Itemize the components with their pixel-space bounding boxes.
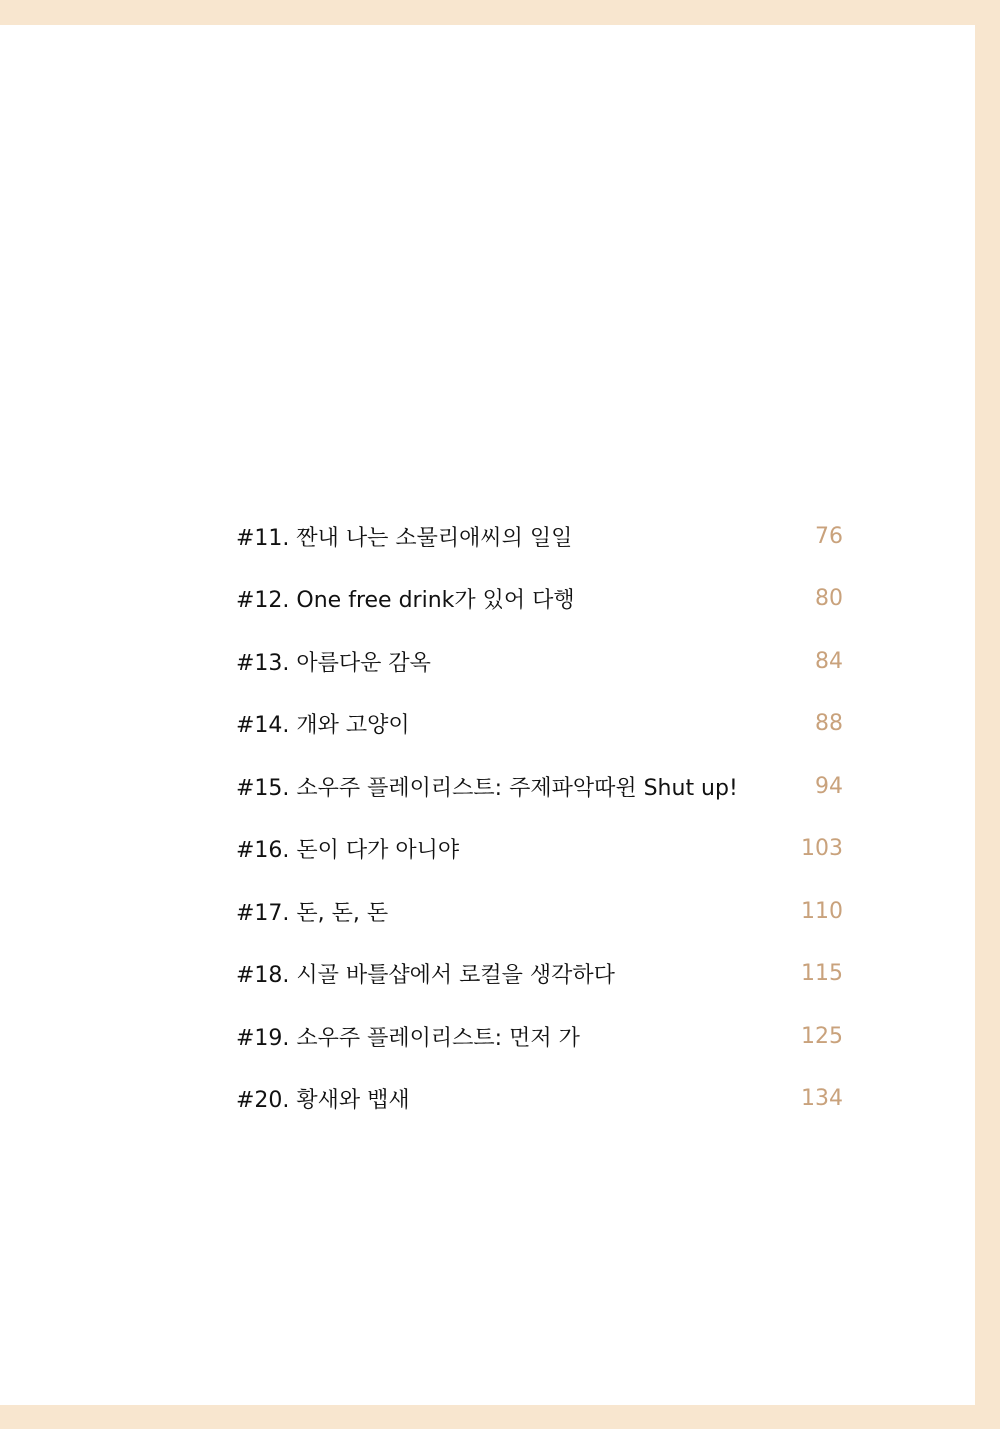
toc-entry-page-number: 125 [801, 1023, 843, 1049]
toc-entry-page-number: 134 [801, 1085, 843, 1111]
toc-entry [236, 1016, 843, 1056]
toc-entry-title: #15. 소우주 플레이리스트: 주제파악따윈 Shut up! [236, 775, 738, 801]
toc-entry-page-number: 80 [815, 585, 843, 611]
toc-entry-title: #13. 아름다운 감옥 [236, 650, 431, 676]
toc-entry [236, 641, 843, 681]
toc-entry-title: #14. 개와 고양이 [236, 712, 410, 738]
toc-entry-title: #19. 소우주 플레이리스트: 먼저 가 [236, 1025, 580, 1051]
toc-entry [236, 516, 843, 556]
toc-entry-page-number: 88 [815, 710, 843, 736]
toc-entry [236, 891, 843, 931]
toc-entry-page-number: 76 [815, 523, 843, 549]
toc-entry-title: #20. 황새와 뱁새 [236, 1087, 410, 1113]
toc-entry-page-number: 110 [801, 898, 843, 924]
book-page [0, 25, 975, 1405]
toc-entry [236, 1078, 843, 1118]
toc-entry-page-number: 94 [815, 773, 843, 799]
toc-entry-title: #16. 돈이 다가 아니야 [236, 837, 460, 863]
toc-entry [236, 766, 843, 806]
table-of-contents [0, 25, 975, 1405]
toc-entry-title: #17. 돈, 돈, 돈 [236, 900, 389, 926]
toc-entry-title: #18. 시골 바틀샵에서 로컬을 생각하다 [236, 962, 615, 988]
toc-entry [236, 828, 843, 868]
toc-entry [236, 703, 843, 743]
toc-entry-page-number: 115 [801, 960, 843, 986]
toc-entry [236, 953, 843, 993]
toc-entry-page-number: 103 [801, 835, 843, 861]
toc-entry [236, 578, 843, 618]
toc-entry-title: #11. 짠내 나는 소물리애씨의 일일 [236, 525, 573, 551]
toc-entry-title: #12. One free drink가 있어 다행 [236, 587, 575, 613]
toc-entry-page-number: 84 [815, 648, 843, 674]
